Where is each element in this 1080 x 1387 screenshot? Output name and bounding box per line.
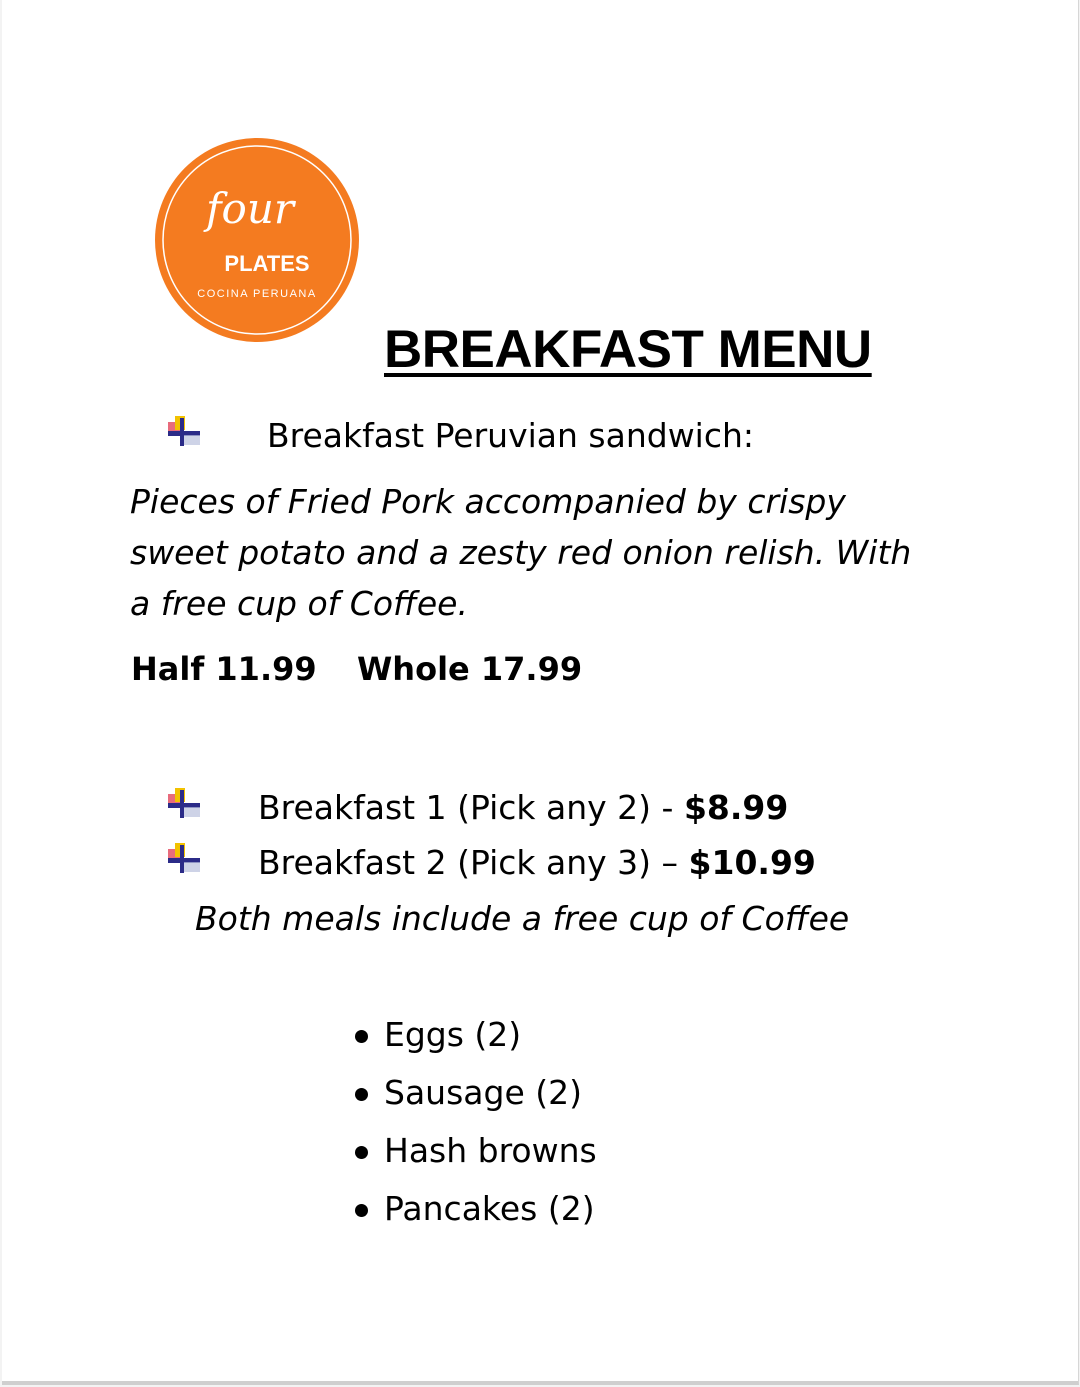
plus-arrow-bullet-icon [164,786,204,822]
sandwich-label: Breakfast Peruvian sandwich: [267,416,755,455]
logo-word: four [206,184,294,233]
combo-1-price: $8.99 [683,788,789,827]
logo-tagline: COCINA PERUANA [197,288,317,300]
list-item: Pancakes (2) [352,1183,597,1241]
logo-name: PLATES [224,251,310,276]
menu-page [2,0,1079,1385]
combo-1 [258,786,788,830]
four-plates-logo [152,137,362,343]
sandwich-description-line: a free cup of Coffee. [130,584,468,623]
combo-1-label: Breakfast 1 (Pick any 2) - [258,788,684,827]
plus-arrow-bullet-icon [164,414,204,450]
plus-arrow-bullet-icon [164,841,204,877]
sandwich-description-line: sweet potato and a zesty red onion relish. With [130,533,912,572]
sandwich-description [130,476,980,629]
item-list [352,1009,597,1241]
sandwich-description-line: Pieces of Fried Pork accompanied by crispy [130,482,846,521]
price-whole: Whole 17.99 [357,650,583,688]
price-half: Half 11.99 [131,650,317,688]
combo-note: Both meals include a free cup of Coffee [195,899,850,938]
list-item: Hash browns [352,1125,597,1183]
list-item: Eggs (2) [352,1009,597,1067]
combo-2-label: Breakfast 2 (Pick any 3) – [258,843,689,882]
page-title: BREAKFAST MENU [384,320,872,379]
list-item: Sausage (2) [352,1067,597,1125]
combo-2 [258,841,816,885]
combo-2-price: $10.99 [688,843,816,882]
